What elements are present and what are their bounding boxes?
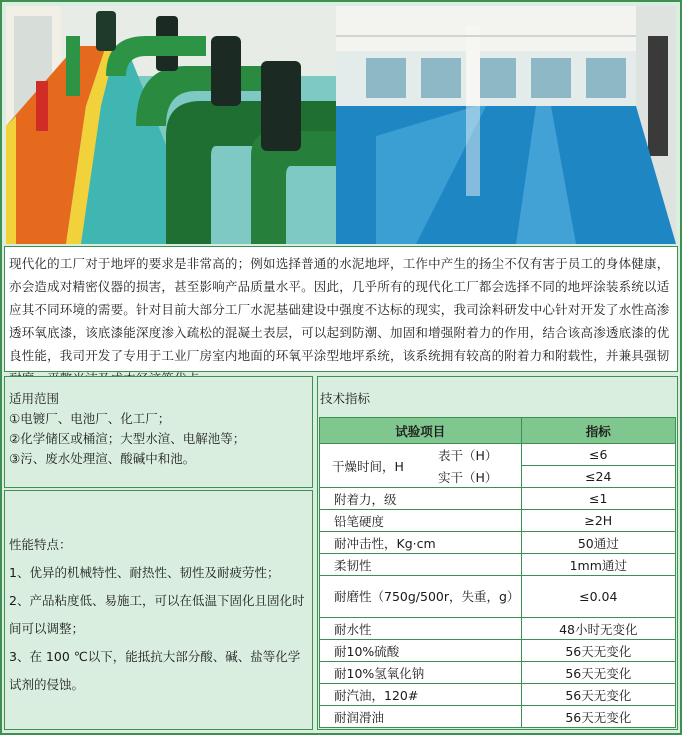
left-column [4, 376, 313, 730]
row-value: ≤0.04 [521, 576, 675, 618]
tech-title: 技术指标 [320, 391, 371, 406]
table-row [320, 532, 676, 554]
dry-hard-label: 实干（H） [438, 470, 498, 485]
row-value: ≤1 [521, 488, 675, 510]
table-row [320, 444, 676, 466]
row-name: 耐冲击性，Kg·cm [320, 532, 522, 554]
tech-spec-panel [317, 376, 678, 730]
dry-hard-value: ≤24 [521, 466, 675, 488]
features-title: 性能特点： [9, 537, 72, 552]
table-header-row [320, 418, 676, 444]
table-row [320, 684, 676, 706]
row-name: 耐10%硫酸 [320, 640, 522, 662]
row-name: 耐10%氢氧化钠 [320, 662, 522, 684]
photo-strip [6, 6, 676, 244]
features-box [4, 490, 313, 730]
tech-spec-table [319, 417, 676, 728]
dry-surface-value: ≤6 [521, 444, 675, 466]
table-row [320, 554, 676, 576]
table-row [320, 510, 676, 532]
row-name: 耐汽油，120# [320, 684, 522, 706]
row-value: 48小时无变化 [521, 618, 675, 640]
scope-item: ①电镀厂、电池厂、化工厂； [9, 411, 171, 426]
row-value: 56天无变化 [521, 662, 675, 684]
row-name: 铅笔硬度 [320, 510, 522, 532]
row-name: 耐润滑油 [320, 706, 522, 728]
scope-box [4, 376, 313, 488]
pump-room-photo [6, 6, 336, 244]
header-value: 指标 [521, 418, 675, 444]
table-row [320, 488, 676, 510]
feature-item: 3、在 100 ℃以下，能抵抗大部分酸、碱、盐等化学试剂的侵蚀。 [9, 649, 301, 692]
scope-item: ②化学储区或桶渲；大型水渲、电解池等； [9, 431, 246, 446]
table-row [320, 640, 676, 662]
table-row [320, 576, 676, 618]
intro-paragraph: 现代化的工厂对于地坪的要求是非常高的；例如选择普通的水泥地坪，工作中产生的扬尘不仅有害于员工的身体健康，亦会造成对精密仪器的损害，甚至影响产品质量水平。因此，几乎所有的现代化工厂都会选择不同的地坪涂装系统以适应其不同环境的需要。针对目前大部分工厂水泥基础建设中强度不达标的现实，我司涂料研发中心针对开发了水性高渗透环氧底漆，该底漆能深度渗入疏松的混凝土表层，可以起到防潮、加固和增强附着力的作用，结合该高渗透底漆的优良性能，我司开发了专用于工业厂房室内地面的环氧平涂型地坪系统，该系统拥有较高的附着力和附载性，并兼具强韧 [4, 246, 678, 372]
table-row [320, 662, 676, 684]
row-value: 56天无变化 [521, 706, 675, 728]
row-value: ≥2H [521, 510, 675, 532]
table-row [320, 706, 676, 728]
row-name: 耐磨性（750g/500r，失重，g） [320, 576, 522, 618]
table-row [320, 618, 676, 640]
row-value: 56天无变化 [521, 684, 675, 706]
factory-floor-photo [336, 6, 676, 244]
scope-title: 适用范围 [9, 391, 60, 406]
scope-item: ③污、废水处理渲、酸碱中和池。 [9, 451, 196, 466]
row-value: 50通过 [521, 532, 675, 554]
dry-time-label: 干燥时间，H [332, 458, 404, 474]
row-name: 柔韧性 [320, 554, 522, 576]
feature-item: 1、优异的机械特性、耐热性、韧性及耐疲劳性； [9, 565, 280, 580]
dry-time-cell [320, 444, 522, 488]
row-name: 附着力，级 [320, 488, 522, 510]
row-value: 56天无变化 [521, 640, 675, 662]
dry-surface-label: 表干（H） [438, 448, 498, 463]
header-item: 试验项目 [320, 418, 522, 444]
row-name: 耐水性 [320, 618, 522, 640]
row-value: 1mm通过 [521, 554, 675, 576]
feature-item: 2、产品粘度低、易施工，可以在低温下固化且固化时间可以调整； [9, 593, 305, 636]
